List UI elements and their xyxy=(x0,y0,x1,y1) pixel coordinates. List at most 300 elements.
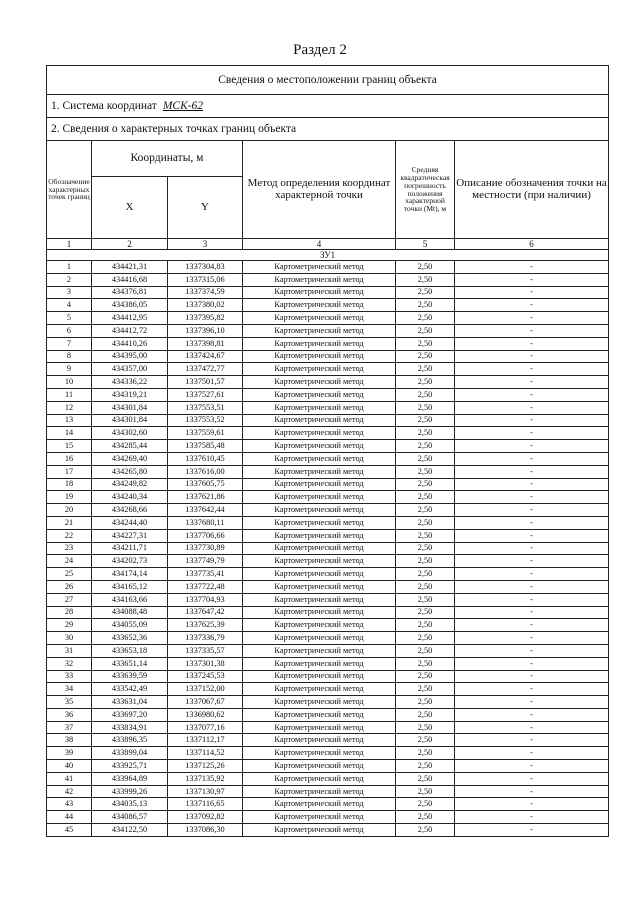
x-coordinate-cell: 434301,84 xyxy=(92,414,168,427)
x-coordinate-cell: 433631,04 xyxy=(92,696,168,709)
x-coordinate-cell: 434302,60 xyxy=(92,427,168,440)
header-point-designation: Обозначение характерных точек границ xyxy=(47,141,92,239)
x-coordinate-cell: 433652,36 xyxy=(92,632,168,645)
method-cell: Картометрический метод xyxy=(243,785,396,798)
method-cell: Картометрический метод xyxy=(243,708,396,721)
x-coordinate-cell: 434357,00 xyxy=(92,363,168,376)
description-cell: - xyxy=(455,696,609,709)
x-coordinate-cell: 434416,68 xyxy=(92,273,168,286)
x-coordinate-cell: 434410,26 xyxy=(92,337,168,350)
x-coordinate-cell: 434268,66 xyxy=(92,504,168,517)
y-coordinate-cell: 1337077,16 xyxy=(168,721,243,734)
point-number-cell: 27 xyxy=(47,593,92,606)
x-coordinate-cell: 433964,89 xyxy=(92,772,168,785)
method-cell: Картометрический метод xyxy=(243,504,396,517)
table-row xyxy=(47,696,609,709)
point-number-cell: 12 xyxy=(47,401,92,414)
method-cell: Картометрический метод xyxy=(243,721,396,734)
table-row xyxy=(47,350,609,363)
y-coordinate-cell: 1337116,65 xyxy=(168,798,243,811)
table-row xyxy=(47,644,609,657)
accuracy-cell: 2,50 xyxy=(396,388,455,401)
accuracy-cell: 2,50 xyxy=(396,337,455,350)
description-cell: - xyxy=(455,312,609,325)
table-row xyxy=(47,670,609,683)
description-cell: - xyxy=(455,478,609,491)
boundary-points-table xyxy=(46,65,609,837)
table-row xyxy=(47,785,609,798)
x-coordinate-cell: 434269,40 xyxy=(92,452,168,465)
accuracy-cell: 2,50 xyxy=(396,299,455,312)
accuracy-cell: 2,50 xyxy=(396,286,455,299)
point-number-cell: 1 xyxy=(47,261,92,274)
method-cell: Картометрический метод xyxy=(243,478,396,491)
point-number-cell: 42 xyxy=(47,785,92,798)
method-cell: Картометрический метод xyxy=(243,593,396,606)
point-number-cell: 34 xyxy=(47,683,92,696)
point-number-cell: 18 xyxy=(47,478,92,491)
x-coordinate-cell: 434265,80 xyxy=(92,465,168,478)
description-cell: - xyxy=(455,273,609,286)
accuracy-cell: 2,50 xyxy=(396,324,455,337)
description-cell: - xyxy=(455,606,609,619)
accuracy-cell: 2,50 xyxy=(396,529,455,542)
x-coordinate-cell: 434412,95 xyxy=(92,312,168,325)
description-cell: - xyxy=(455,440,609,453)
x-coordinate-cell: 434174,14 xyxy=(92,568,168,581)
column-number: 5 xyxy=(396,239,455,250)
point-number-cell: 15 xyxy=(47,440,92,453)
y-coordinate-cell: 1337152,00 xyxy=(168,683,243,696)
column-number: 3 xyxy=(168,239,243,250)
point-number-cell: 14 xyxy=(47,427,92,440)
y-coordinate-cell: 1337605,75 xyxy=(168,478,243,491)
point-number-cell: 31 xyxy=(47,644,92,657)
accuracy-cell: 2,50 xyxy=(396,721,455,734)
coord-system-value: МСК-62 xyxy=(162,100,204,112)
point-number-cell: 26 xyxy=(47,580,92,593)
method-cell: Картометрический метод xyxy=(243,772,396,785)
y-coordinate-cell: 1337625,39 xyxy=(168,619,243,632)
y-coordinate-cell: 1337424,67 xyxy=(168,350,243,363)
method-cell: Картометрический метод xyxy=(243,568,396,581)
x-coordinate-cell: 434244,40 xyxy=(92,516,168,529)
point-number-cell: 29 xyxy=(47,619,92,632)
x-coordinate-cell: 434386,05 xyxy=(92,299,168,312)
y-coordinate-cell: 1337067,67 xyxy=(168,696,243,709)
method-cell: Картометрический метод xyxy=(243,414,396,427)
header-accuracy: Средняя квадратическая погрешность положения характерной точки (Mt), м xyxy=(396,141,455,239)
x-coordinate-cell: 433925,71 xyxy=(92,760,168,773)
point-number-cell: 43 xyxy=(47,798,92,811)
method-cell: Картометрический метод xyxy=(243,286,396,299)
table-row xyxy=(47,580,609,593)
x-coordinate-cell: 433653,18 xyxy=(92,644,168,657)
x-coordinate-cell: 434163,66 xyxy=(92,593,168,606)
point-number-cell: 30 xyxy=(47,632,92,645)
point-number-cell: 37 xyxy=(47,721,92,734)
point-number-cell: 23 xyxy=(47,542,92,555)
table-row xyxy=(47,478,609,491)
method-cell: Картометрический метод xyxy=(243,376,396,389)
y-coordinate-cell: 1337092,82 xyxy=(168,811,243,824)
point-number-cell: 6 xyxy=(47,324,92,337)
y-coordinate-cell: 1337553,52 xyxy=(168,414,243,427)
description-cell: - xyxy=(455,708,609,721)
y-coordinate-cell: 1337680,11 xyxy=(168,516,243,529)
method-cell: Картометрический метод xyxy=(243,350,396,363)
table-row xyxy=(47,299,609,312)
method-cell: Картометрический метод xyxy=(243,491,396,504)
x-coordinate-cell: 434376,81 xyxy=(92,286,168,299)
point-number-cell: 9 xyxy=(47,363,92,376)
method-cell: Картометрический метод xyxy=(243,465,396,478)
table-row xyxy=(47,632,609,645)
coord-system-line xyxy=(47,95,609,118)
y-coordinate-cell: 1337374,59 xyxy=(168,286,243,299)
table-row xyxy=(47,529,609,542)
table-row xyxy=(47,388,609,401)
column-numbers-row xyxy=(47,239,609,250)
table-row xyxy=(47,593,609,606)
y-coordinate-cell: 1337501,57 xyxy=(168,376,243,389)
y-coordinate-cell: 1337114,52 xyxy=(168,747,243,760)
point-number-cell: 38 xyxy=(47,734,92,747)
method-cell: Картометрический метод xyxy=(243,516,396,529)
y-coordinate-cell: 1337112,17 xyxy=(168,734,243,747)
method-cell: Картометрический метод xyxy=(243,273,396,286)
description-cell: - xyxy=(455,286,609,299)
point-number-cell: 3 xyxy=(47,286,92,299)
table-row xyxy=(47,452,609,465)
accuracy-cell: 2,50 xyxy=(396,401,455,414)
table-row xyxy=(47,261,609,274)
description-cell: - xyxy=(455,670,609,683)
method-cell: Картометрический метод xyxy=(243,427,396,440)
y-coordinate-cell: 1337559,61 xyxy=(168,427,243,440)
method-cell: Картометрический метод xyxy=(243,670,396,683)
description-cell: - xyxy=(455,299,609,312)
description-cell: - xyxy=(455,568,609,581)
x-coordinate-cell: 434285,44 xyxy=(92,440,168,453)
y-coordinate-cell: 1337086,30 xyxy=(168,824,243,837)
table-row xyxy=(47,286,609,299)
table-row xyxy=(47,734,609,747)
point-number-cell: 35 xyxy=(47,696,92,709)
description-cell: - xyxy=(455,427,609,440)
accuracy-cell: 2,50 xyxy=(396,452,455,465)
description-cell: - xyxy=(455,401,609,414)
accuracy-cell: 2,50 xyxy=(396,785,455,798)
section-title: Раздел 2 xyxy=(293,42,347,58)
description-cell: - xyxy=(455,747,609,760)
accuracy-cell: 2,50 xyxy=(396,414,455,427)
x-coordinate-cell: 434240,34 xyxy=(92,491,168,504)
table-row xyxy=(47,504,609,517)
point-number-cell: 17 xyxy=(47,465,92,478)
x-coordinate-cell: 433834,91 xyxy=(92,721,168,734)
table-row xyxy=(47,555,609,568)
accuracy-cell: 2,50 xyxy=(396,593,455,606)
table-row xyxy=(47,824,609,837)
description-cell: - xyxy=(455,504,609,517)
table-row xyxy=(47,747,609,760)
description-cell: - xyxy=(455,542,609,555)
method-cell: Картометрический метод xyxy=(243,337,396,350)
description-cell: - xyxy=(455,632,609,645)
header-x: X xyxy=(92,177,168,239)
method-cell: Картометрический метод xyxy=(243,632,396,645)
x-coordinate-cell: 433639,59 xyxy=(92,670,168,683)
method-cell: Картометрический метод xyxy=(243,824,396,837)
x-coordinate-cell: 434122,50 xyxy=(92,824,168,837)
x-coordinate-cell: 434088,48 xyxy=(92,606,168,619)
points-heading: 2. Сведения о характерных точках границ объекта xyxy=(47,118,609,141)
accuracy-cell: 2,50 xyxy=(396,427,455,440)
x-coordinate-cell: 434227,31 xyxy=(92,529,168,542)
y-coordinate-cell: 1337647,42 xyxy=(168,606,243,619)
description-cell: - xyxy=(455,734,609,747)
accuracy-cell: 2,50 xyxy=(396,491,455,504)
y-coordinate-cell: 1337585,48 xyxy=(168,440,243,453)
x-coordinate-cell: 433896,35 xyxy=(92,734,168,747)
column-number: 2 xyxy=(92,239,168,250)
table-row xyxy=(47,772,609,785)
method-cell: Картометрический метод xyxy=(243,401,396,414)
accuracy-cell: 2,50 xyxy=(396,644,455,657)
table-row xyxy=(47,401,609,414)
method-cell: Картометрический метод xyxy=(243,811,396,824)
zone-label: ЗУ1 xyxy=(47,250,609,261)
table-row xyxy=(47,683,609,696)
point-number-cell: 10 xyxy=(47,376,92,389)
table-row xyxy=(47,363,609,376)
point-number-cell: 4 xyxy=(47,299,92,312)
method-cell: Картометрический метод xyxy=(243,324,396,337)
accuracy-cell: 2,50 xyxy=(396,440,455,453)
accuracy-cell: 2,50 xyxy=(396,747,455,760)
point-number-cell: 24 xyxy=(47,555,92,568)
x-coordinate-cell: 433999,26 xyxy=(92,785,168,798)
description-cell: - xyxy=(455,516,609,529)
description-cell: - xyxy=(455,388,609,401)
y-coordinate-cell: 1337735,41 xyxy=(168,568,243,581)
description-cell: - xyxy=(455,491,609,504)
accuracy-cell: 2,50 xyxy=(396,734,455,747)
accuracy-cell: 2,50 xyxy=(396,632,455,645)
point-number-cell: 25 xyxy=(47,568,92,581)
x-coordinate-cell: 434249,82 xyxy=(92,478,168,491)
method-cell: Картометрический метод xyxy=(243,542,396,555)
y-coordinate-cell: 1337245,53 xyxy=(168,670,243,683)
table-row xyxy=(47,376,609,389)
method-cell: Картометрический метод xyxy=(243,606,396,619)
accuracy-cell: 2,50 xyxy=(396,465,455,478)
point-number-cell: 36 xyxy=(47,708,92,721)
description-cell: - xyxy=(455,363,609,376)
x-coordinate-cell: 433899,04 xyxy=(92,747,168,760)
point-number-cell: 11 xyxy=(47,388,92,401)
header-y: Y xyxy=(168,177,243,239)
x-coordinate-cell: 434395,00 xyxy=(92,350,168,363)
y-coordinate-cell: 1337301,38 xyxy=(168,657,243,670)
x-coordinate-cell: 433542,49 xyxy=(92,683,168,696)
method-cell: Картометрический метод xyxy=(243,683,396,696)
table-row xyxy=(47,337,609,350)
description-cell: - xyxy=(455,760,609,773)
header-method: Метод определения координат характерной точки xyxy=(243,141,396,239)
accuracy-cell: 2,50 xyxy=(396,772,455,785)
method-cell: Картометрический метод xyxy=(243,388,396,401)
method-cell: Картометрический метод xyxy=(243,734,396,747)
table-row xyxy=(47,516,609,529)
accuracy-cell: 2,50 xyxy=(396,376,455,389)
table-row xyxy=(47,721,609,734)
table-row xyxy=(47,414,609,427)
x-coordinate-cell: 434202,73 xyxy=(92,555,168,568)
accuracy-cell: 2,50 xyxy=(396,478,455,491)
y-coordinate-cell: 1337130,97 xyxy=(168,785,243,798)
point-number-cell: 21 xyxy=(47,516,92,529)
coord-system-label: 1. Система координат xyxy=(51,100,157,112)
point-number-cell: 7 xyxy=(47,337,92,350)
y-coordinate-cell: 1337642,44 xyxy=(168,504,243,517)
point-number-cell: 22 xyxy=(47,529,92,542)
x-coordinate-cell: 434421,31 xyxy=(92,261,168,274)
method-cell: Картометрический метод xyxy=(243,619,396,632)
point-number-cell: 16 xyxy=(47,452,92,465)
accuracy-cell: 2,50 xyxy=(396,273,455,286)
description-cell: - xyxy=(455,644,609,657)
method-cell: Картометрический метод xyxy=(243,440,396,453)
y-coordinate-cell: 1337135,92 xyxy=(168,772,243,785)
x-coordinate-cell: 434211,71 xyxy=(92,542,168,555)
table-row xyxy=(47,708,609,721)
description-cell: - xyxy=(455,772,609,785)
x-coordinate-cell: 433697,20 xyxy=(92,708,168,721)
y-coordinate-cell: 1337616,00 xyxy=(168,465,243,478)
accuracy-cell: 2,50 xyxy=(396,261,455,274)
table-row xyxy=(47,657,609,670)
point-number-cell: 19 xyxy=(47,491,92,504)
description-cell: - xyxy=(455,593,609,606)
table-row xyxy=(47,440,609,453)
point-number-cell: 40 xyxy=(47,760,92,773)
method-cell: Картометрический метод xyxy=(243,798,396,811)
description-cell: - xyxy=(455,324,609,337)
method-cell: Картометрический метод xyxy=(243,312,396,325)
description-cell: - xyxy=(455,465,609,478)
description-cell: - xyxy=(455,683,609,696)
table-row xyxy=(47,542,609,555)
column-number: 4 xyxy=(243,239,396,250)
accuracy-cell: 2,50 xyxy=(396,606,455,619)
y-coordinate-cell: 1337704,93 xyxy=(168,593,243,606)
accuracy-cell: 2,50 xyxy=(396,568,455,581)
point-number-cell: 44 xyxy=(47,811,92,824)
description-cell: - xyxy=(455,811,609,824)
method-cell: Картометрический метод xyxy=(243,644,396,657)
y-coordinate-cell: 1337749,79 xyxy=(168,555,243,568)
x-coordinate-cell: 434055,09 xyxy=(92,619,168,632)
point-number-cell: 5 xyxy=(47,312,92,325)
table-row xyxy=(47,760,609,773)
y-coordinate-cell: 1337472,77 xyxy=(168,363,243,376)
y-coordinate-cell: 1337553,51 xyxy=(168,401,243,414)
method-cell: Картометрический метод xyxy=(243,696,396,709)
accuracy-cell: 2,50 xyxy=(396,760,455,773)
points-body xyxy=(47,261,609,837)
table-row xyxy=(47,798,609,811)
x-coordinate-cell: 434035,13 xyxy=(92,798,168,811)
method-cell: Картометрический метод xyxy=(243,452,396,465)
accuracy-cell: 2,50 xyxy=(396,516,455,529)
column-number: 1 xyxy=(47,239,92,250)
method-cell: Картометрический метод xyxy=(243,299,396,312)
method-cell: Картометрический метод xyxy=(243,555,396,568)
point-number-cell: 8 xyxy=(47,350,92,363)
x-coordinate-cell: 434412,72 xyxy=(92,324,168,337)
y-coordinate-cell: 1337527,61 xyxy=(168,388,243,401)
accuracy-cell: 2,50 xyxy=(396,798,455,811)
y-coordinate-cell: 1337396,10 xyxy=(168,324,243,337)
description-cell: - xyxy=(455,721,609,734)
description-cell: - xyxy=(455,619,609,632)
point-number-cell: 20 xyxy=(47,504,92,517)
y-coordinate-cell: 1337621,86 xyxy=(168,491,243,504)
method-cell: Картометрический метод xyxy=(243,657,396,670)
y-coordinate-cell: 1337335,57 xyxy=(168,644,243,657)
point-number-cell: 32 xyxy=(47,657,92,670)
table-row xyxy=(47,606,609,619)
accuracy-cell: 2,50 xyxy=(396,708,455,721)
description-cell: - xyxy=(455,529,609,542)
accuracy-cell: 2,50 xyxy=(396,670,455,683)
point-number-cell: 41 xyxy=(47,772,92,785)
description-cell: - xyxy=(455,798,609,811)
description-cell: - xyxy=(455,555,609,568)
column-number: 6 xyxy=(455,239,609,250)
accuracy-cell: 2,50 xyxy=(396,824,455,837)
point-number-cell: 2 xyxy=(47,273,92,286)
point-number-cell: 33 xyxy=(47,670,92,683)
description-cell: - xyxy=(455,350,609,363)
y-coordinate-cell: 1337336,79 xyxy=(168,632,243,645)
accuracy-cell: 2,50 xyxy=(396,504,455,517)
table-row xyxy=(47,811,609,824)
point-number-cell: 45 xyxy=(47,824,92,837)
y-coordinate-cell: 1337706,66 xyxy=(168,529,243,542)
accuracy-cell: 2,50 xyxy=(396,683,455,696)
y-coordinate-cell: 1337730,89 xyxy=(168,542,243,555)
description-cell: - xyxy=(455,261,609,274)
method-cell: Картометрический метод xyxy=(243,580,396,593)
x-coordinate-cell: 433651,14 xyxy=(92,657,168,670)
header-coordinates: Координаты, м xyxy=(92,141,243,177)
accuracy-cell: 2,50 xyxy=(396,542,455,555)
table-row xyxy=(47,427,609,440)
accuracy-cell: 2,50 xyxy=(396,350,455,363)
table-row xyxy=(47,465,609,478)
point-number-cell: 28 xyxy=(47,606,92,619)
y-coordinate-cell: 1337125,26 xyxy=(168,760,243,773)
description-cell: - xyxy=(455,824,609,837)
description-cell: - xyxy=(455,337,609,350)
y-coordinate-cell: 1337380,02 xyxy=(168,299,243,312)
method-cell: Картометрический метод xyxy=(243,747,396,760)
description-cell: - xyxy=(455,785,609,798)
description-cell: - xyxy=(455,414,609,427)
